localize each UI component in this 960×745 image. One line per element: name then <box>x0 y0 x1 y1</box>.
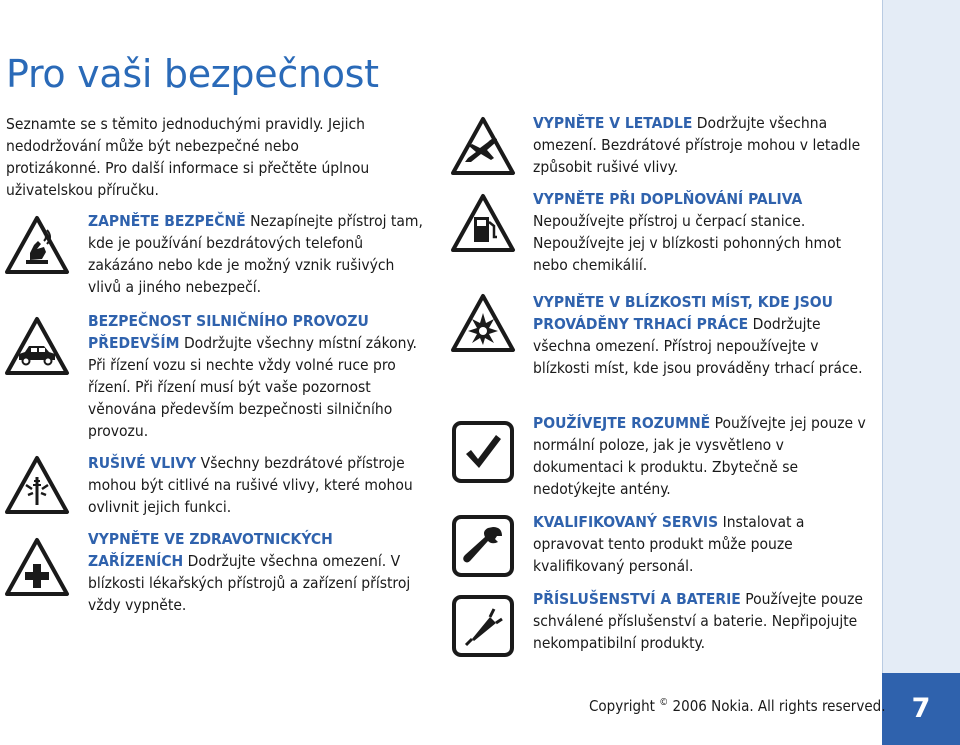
intro-paragraph: Seznamte se s těmito jednoduchými pravidly. Jejich nedodržování může být nebezpečné nebo protizákonné. Pro další informace si přečtěte úplnou uživatelskou příručku. <box>6 115 370 199</box>
item-heading: KVALIFIKOVANÝ SERVIS <box>533 513 719 531</box>
item-text: Nepoužívejte přístroj u čerpací stanice. Nepoužívejte jej v blízkosti pohonných hmot nebo chemikálií. <box>533 212 842 274</box>
safety-item-qualified-service <box>533 511 873 577</box>
safety-item-accessories <box>533 588 873 654</box>
copyright-symbol: © <box>659 697 669 708</box>
safety-item-use-sensibly <box>533 412 873 500</box>
copyright-rest: 2006 Nokia. All rights reserved. <box>672 697 886 715</box>
medical-cross-icon <box>4 537 70 597</box>
item-heading: PŘÍSLUŠENSTVÍ A BATERIE <box>533 590 741 608</box>
item-text: Dodržujte všechny místní zákony. Při řízení vozu si nechte vždy volné ruce pro řízení. Při řízení musí být vaše pozornost věnována především bezpečnosti silničního provozu. <box>88 334 417 440</box>
checkmark-icon <box>452 421 514 483</box>
safety-item-road-safety <box>88 310 428 442</box>
item-text: Dodržujte všechna omezení. Bezdrátové přístroje mohou v letadle způsobit rušivé vlivy. <box>533 114 861 176</box>
safety-item-refuelling <box>533 188 873 276</box>
side-band <box>882 0 960 745</box>
item-heading: POUŽÍVEJTE ROZUMNĚ <box>533 414 711 432</box>
item-text: Používejte pouze schválené příslušenství a baterie. Nepřipojujte nekompatibilní produkty. <box>533 590 863 652</box>
page-number: 7 <box>911 693 931 724</box>
item-text: Nezapínejte přístroj tam, kde je používání bezdrátových telefonů zakázáno nebo kde je možný vznik rušivých vlivů a jiného nebezpečí. <box>88 212 423 296</box>
interference-icon <box>4 455 70 515</box>
item-heading: ZAPNĚTE BEZPEČNĚ <box>88 212 246 230</box>
item-text: Instalovat a opravovat tento produkt může pouze kvalifikovaný personál. <box>533 513 805 575</box>
item-text: Dodržujte všechna omezení. V blízkosti lékařských přístrojů a zařízení přístroj vždy vypněte. <box>88 552 411 614</box>
item-text: Všechny bezdrátové přístroje mohou být citlivé na rušivé vlivy, které mohou ovlivnit jejich funkci. <box>88 454 413 516</box>
safety-item-aircraft <box>533 112 873 178</box>
safety-item-hospitals <box>88 528 428 616</box>
safety-item-blasting <box>533 291 873 379</box>
item-heading: BEZPEČNOST SILNIČNÍHO PROVOZU PŘEDEVŠÍM <box>88 312 369 352</box>
accessory-plug-icon <box>452 595 514 657</box>
explosion-icon <box>450 293 516 353</box>
item-text: Používejte jej pouze v normální poloze, jak je vysvětleno v dokumentaci k produktu. Zbytečně se nedotýkejte antény. <box>533 414 866 498</box>
item-heading: VYPNĚTE V LETADLE <box>533 114 693 132</box>
item-heading: VYPNĚTE V BLÍZKOSTI MÍST, KDE JSOU PROVÁDĚNY TRHACÍ PRÁCE <box>533 293 833 333</box>
safety-item-interference <box>88 452 428 518</box>
item-heading: RUŠIVÉ VLIVY <box>88 454 197 472</box>
page-title: Pro vaši bezpečnost <box>6 52 379 96</box>
car-icon <box>4 316 70 376</box>
item-heading: VYPNĚTE VE ZDRAVOTNICKÝCH ZAŘÍZENÍCH <box>88 530 333 570</box>
copyright-prefix: Copyright <box>589 697 655 715</box>
copyright-footer <box>589 697 886 715</box>
wrench-icon <box>452 515 514 577</box>
airplane-icon <box>450 116 516 176</box>
item-text: Dodržujte všechna omezení. Přístroj nepoužívejte v blízkosti míst, kde jsou prováděny trhací práce. <box>533 315 863 377</box>
hand-switch-on-icon <box>4 215 70 275</box>
safety-item-switch-on <box>88 210 428 298</box>
fuel-pump-icon <box>450 193 516 253</box>
item-heading: VYPNĚTE PŘI DOPLŇOVÁNÍ PALIVA <box>533 190 803 208</box>
